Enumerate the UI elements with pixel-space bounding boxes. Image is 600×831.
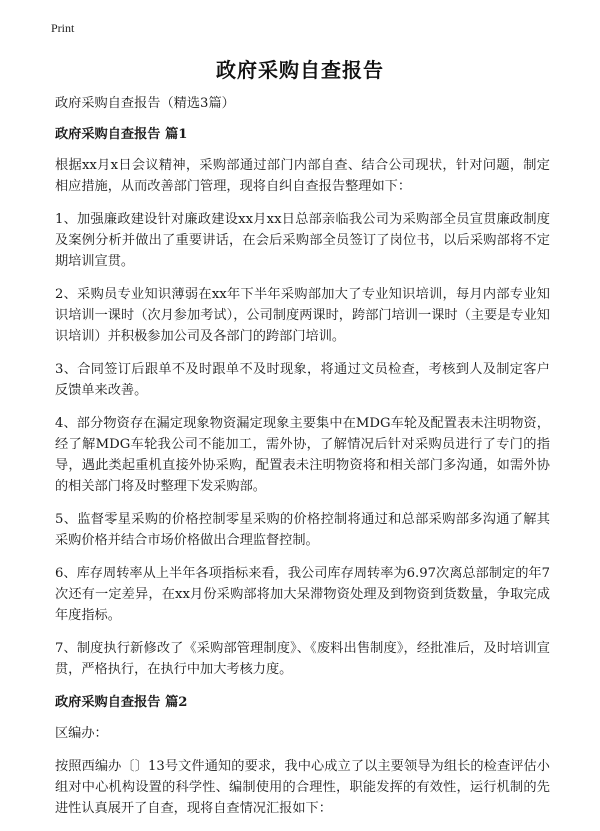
paragraph: 2、采购员专业知识薄弱在xx年下半年采购部加大了专业知识培训，每月内部专业知识培训一课时（次月参加考试），公司制度两课时，跨部门培训一课时（主要是专业知识培训）并积极参加公司及各部门的跨部门培训。 [55,287,550,344]
print-label: Print [51,21,75,35]
document-body [55,93,550,831]
paragraph: 3、合同签订后跟单不及时跟单不及时现象，将通过文员检查，考核到人及制定客户反馈单来改善。 [55,362,550,398]
paragraph: 5、监督零星采购的价格控制零星采购的价格控制将通过和总部采购部多沟通了解其采购价格并结合市场价格做出合理监督控制。 [55,512,550,548]
paragraph: 6、库存周转率从上半年各项指标来看，我公司库存周转率为6.97次离总部制定的年7次还有一定差异，在xx月份采购部将加大呆滞物资处理及到物资到货数量，争取完成年度指标。 [55,566,550,623]
paragraph: 按照西编办〔〕13号文件通知的要求，我中心成立了以主要领导为组长的检查评估小组对中心机构设置的科学性、编制使用的合理性，职能发挥的有效性，运行机制的先进性认真展开了自查，现将自查情况汇报如下： [55,759,550,816]
section-heading-1: 政府采购自查报告 篇1 [55,127,188,142]
paragraph: 区编办： [55,726,108,741]
paragraph: 7、制度执行新修改了《采购部管理制度》、《废料出售制度》，经批准后，及时培训宣贯，严格执行，在执行中加大考核力度。 [55,641,550,677]
document-subtitle: 政府采购自查报告（精选3篇） [55,96,235,111]
paragraph: 4、部分物资存在漏定现象物资漏定现象主要集中在MDG车轮及配置表未注明物资，经了解MDG车轮我公司不能加工，需外协，了解情况后针对采购员进行了专门的指导，遇此类起重机直接外协采购，配置表未注明物资将和相关部门多沟通，如需外协的相关部门将及时整理下发采购部。 [55,416,550,494]
paragraph: 根据xx月x日会议精神，采购部通过部门内部自查、结合公司现状，针对问题，制定相应措施，从而改善部门管理，现将自纠自查报告整理如下： [55,158,550,194]
section-heading-2: 政府采购自查报告 篇2 [55,695,188,710]
document-title: 政府采购自查报告 [216,58,384,82]
paragraph: 1、加强廉政建设针对廉政建设xx月xx日总部亲临我公司为采购部全员宣贯廉政制度及案例分析并做出了重要讲话，在会后采购部全员签订了岗位书，以后采购部将不定期培训宣贯。 [55,212,550,269]
